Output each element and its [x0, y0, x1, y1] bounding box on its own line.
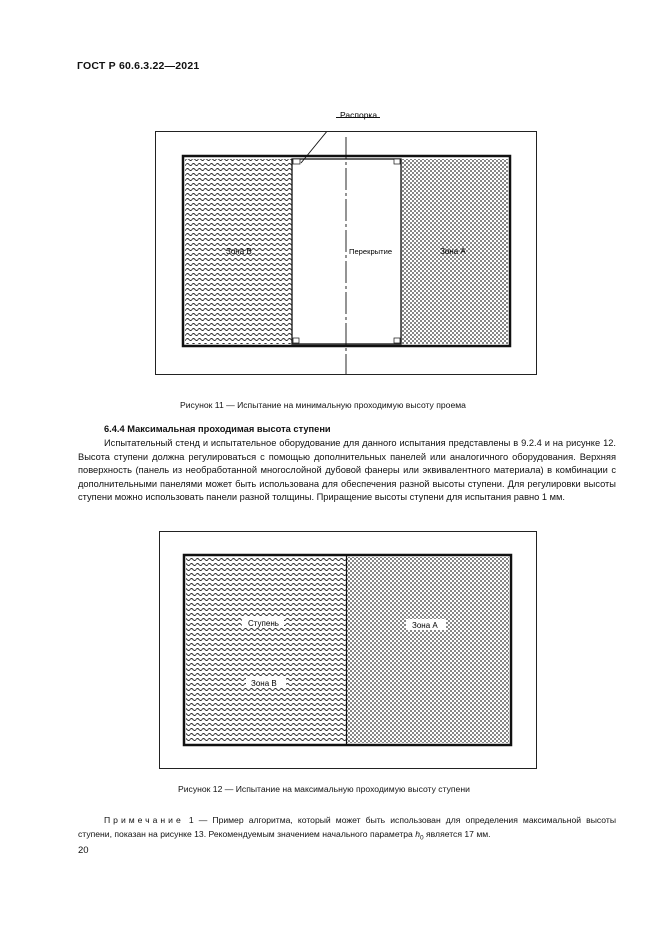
step-label: Ступень — [248, 619, 279, 628]
spacer-marker — [394, 159, 400, 164]
note-text: — Пример алгоритма, который может быть использован для определения максимальной высоты ступени, показан на рисунке 13. Рекомендуемым значением начального параметра — [78, 815, 617, 839]
zone-a-label: Зона А — [412, 621, 438, 630]
note — [78, 813, 616, 846]
param-subscript: 0 — [420, 834, 424, 842]
section-paragraph — [78, 437, 616, 505]
figure-11-caption: Рисунок 11 — Испытание на минимальную проходимую высоту проема — [180, 400, 466, 410]
figure-11-drawing — [156, 132, 536, 374]
zone-b-area — [186, 557, 346, 743]
figure-11-callout — [300, 100, 400, 140]
page-number: 20 — [78, 845, 89, 856]
section-title: 6.4.4 Максимальная проходимая высота ступени — [104, 424, 331, 434]
figure-12 — [159, 531, 537, 769]
figure-12-drawing — [160, 532, 536, 768]
spacer-callout-label: Распорка — [340, 110, 378, 120]
paragraph-text: Испытательный стенд и испытательное оборудование для данного испытания представлены в 9.2.4 и на рисунке 12. Высота ступени должна регулироваться с помощью дополнительных панелей или аналогичного оборудования. Верхняя поверхность (панель из необработанной многослойной дубовой фанеры или эквивалентного материала) в комбинации с дополнительными панелями может быть использована для обеспечения разной высоты ступени. Для регулировки высоты ступени можно использовать панели разной толщины. Приращение высоты ступени для испытания равно 1 мм. — [78, 438, 616, 503]
note-number: 1 — [188, 815, 194, 825]
figure-12-caption: Рисунок 12 — Испытание на максимальную проходимую высоту ступени — [178, 784, 470, 794]
spacer-marker — [293, 338, 299, 343]
zone-b-label: Зона B — [226, 247, 252, 256]
overlap-label: Перекрытие — [349, 247, 393, 256]
spacer-marker — [394, 338, 400, 343]
zone-a-area — [347, 557, 509, 743]
note-text-end: является 17 мм. — [423, 829, 491, 839]
param-symbol: h — [415, 829, 421, 839]
note-label: Примечание — [104, 815, 184, 825]
zone-a-label: Зона А — [440, 247, 466, 256]
figure-11 — [155, 131, 537, 375]
spacer-marker — [293, 159, 300, 164]
standard-header: ГОСТ Р 60.6.3.22—2021 — [77, 60, 200, 72]
zone-b-label: Зона B — [251, 679, 277, 688]
